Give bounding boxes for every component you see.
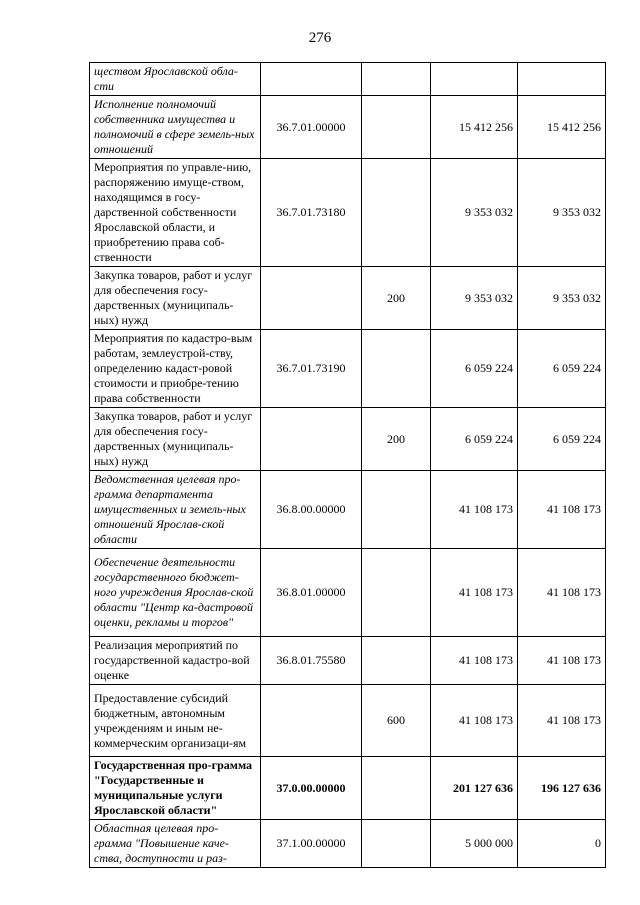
target-code-cell: 36.8.01.00000	[261, 549, 362, 637]
table-row	[90, 63, 606, 96]
expense-type-cell: 600	[362, 685, 431, 757]
table-row	[90, 685, 606, 757]
program-name-cell: Государственная про-грамма "Государственные и муниципальные услуги Ярославской области"	[90, 757, 261, 820]
expense-type-cell	[362, 471, 431, 549]
amount-year2-cell: 6 059 224	[518, 408, 606, 471]
table-row	[90, 330, 606, 408]
budget-table-body	[90, 63, 606, 868]
program-name-cell: Областная целевая про-грамма "Повышение каче-ства, доступности и раз-	[90, 820, 261, 868]
budget-table	[89, 62, 606, 868]
amount-year2-cell: 6 059 224	[518, 330, 606, 408]
target-code-cell	[261, 408, 362, 471]
amount-year2-cell: 41 108 173	[518, 471, 606, 549]
amount-year1-cell: 201 127 636	[431, 757, 518, 820]
amount-year2-cell: 41 108 173	[518, 637, 606, 685]
table-row	[90, 267, 606, 330]
amount-year1-cell: 41 108 173	[431, 685, 518, 757]
table-row	[90, 637, 606, 685]
table-row	[90, 757, 606, 820]
expense-type-cell	[362, 757, 431, 820]
expense-type-cell	[362, 330, 431, 408]
amount-year2-cell: 9 353 032	[518, 267, 606, 330]
program-name-cell: Закупка товаров, работ и услуг для обеспечения госу-дарственных (муниципаль-ных) нужд	[90, 267, 261, 330]
program-name-cell: Исполнение полномочий собственника имущества и полномочий в сфере земель-ных отношений	[90, 96, 261, 159]
amount-year1-cell: 9 353 032	[431, 267, 518, 330]
target-code-cell	[261, 685, 362, 757]
target-code-cell: 36.7.01.73180	[261, 159, 362, 267]
program-name-cell: Мероприятия по управле-нию, распоряжению имуще-ством, находящимся в госу-дарственной собственности Ярославской области, и приобретению права соб-ственности	[90, 159, 261, 267]
table-row	[90, 549, 606, 637]
expense-type-cell	[362, 549, 431, 637]
expense-type-cell	[362, 96, 431, 159]
expense-type-cell	[362, 820, 431, 868]
expense-type-cell	[362, 637, 431, 685]
amount-year1-cell: 9 353 032	[431, 159, 518, 267]
page-number: 276	[308, 30, 332, 46]
amount-year1-cell: 41 108 173	[431, 549, 518, 637]
amount-year1-cell: 5 000 000	[431, 820, 518, 868]
amount-year2-cell: 196 127 636	[518, 757, 606, 820]
amount-year2-cell: 0	[518, 820, 606, 868]
target-code-cell: 36.7.01.73190	[261, 330, 362, 408]
target-code-cell: 37.1.00.00000	[261, 820, 362, 868]
amount-year2-cell: 41 108 173	[518, 685, 606, 757]
program-name-cell: Закупка товаров, работ и услуг для обеспечения госу-дарственных (муниципаль-ных) нужд	[90, 408, 261, 471]
amount-year2-cell	[518, 63, 606, 96]
amount-year1-cell: 41 108 173	[431, 637, 518, 685]
expense-type-cell: 200	[362, 408, 431, 471]
amount-year1-cell: 15 412 256	[431, 96, 518, 159]
amount-year2-cell: 9 353 032	[518, 159, 606, 267]
target-code-cell: 37.0.00.00000	[261, 757, 362, 820]
amount-year2-cell: 15 412 256	[518, 96, 606, 159]
amount-year1-cell	[431, 63, 518, 96]
program-name-cell: Ведомственная целевая про-грамма департамента имущественных и земель-ных отношений Ярослав-ской области	[90, 471, 261, 549]
program-name-cell: Обеспечение деятельности государственного бюджет-ного учреждения Ярослав-ской области "Центр ка-дастровой оценки, рекламы и торгов"	[90, 549, 261, 637]
table-row	[90, 820, 606, 868]
expense-type-cell	[362, 159, 431, 267]
target-code-cell	[261, 267, 362, 330]
amount-year1-cell: 41 108 173	[431, 471, 518, 549]
amount-year1-cell: 6 059 224	[431, 408, 518, 471]
program-name-cell: Реализация мероприятий по государственной кадастро-вой оценке	[90, 637, 261, 685]
table-row	[90, 159, 606, 267]
amount-year2-cell: 41 108 173	[518, 549, 606, 637]
amount-year1-cell: 6 059 224	[431, 330, 518, 408]
table-row	[90, 96, 606, 159]
target-code-cell: 36.7.01.00000	[261, 96, 362, 159]
expense-type-cell: 200	[362, 267, 431, 330]
expense-type-cell	[362, 63, 431, 96]
program-name-cell: Мероприятия по кадастро-вым работам, землеустрой-ству, определению кадаст-ровой стоимости и приобре-тению права собственности	[90, 330, 261, 408]
target-code-cell: 36.8.00.00000	[261, 471, 362, 549]
table-row	[90, 408, 606, 471]
program-name-cell: Предоставление субсидий бюджетным, автономным учреждениям и иным не-коммерческим организаци-ям	[90, 685, 261, 757]
target-code-cell: 36.8.01.75580	[261, 637, 362, 685]
program-name-cell: ществом Ярославской обла-сти	[90, 63, 261, 96]
target-code-cell	[261, 63, 362, 96]
table-row	[90, 471, 606, 549]
